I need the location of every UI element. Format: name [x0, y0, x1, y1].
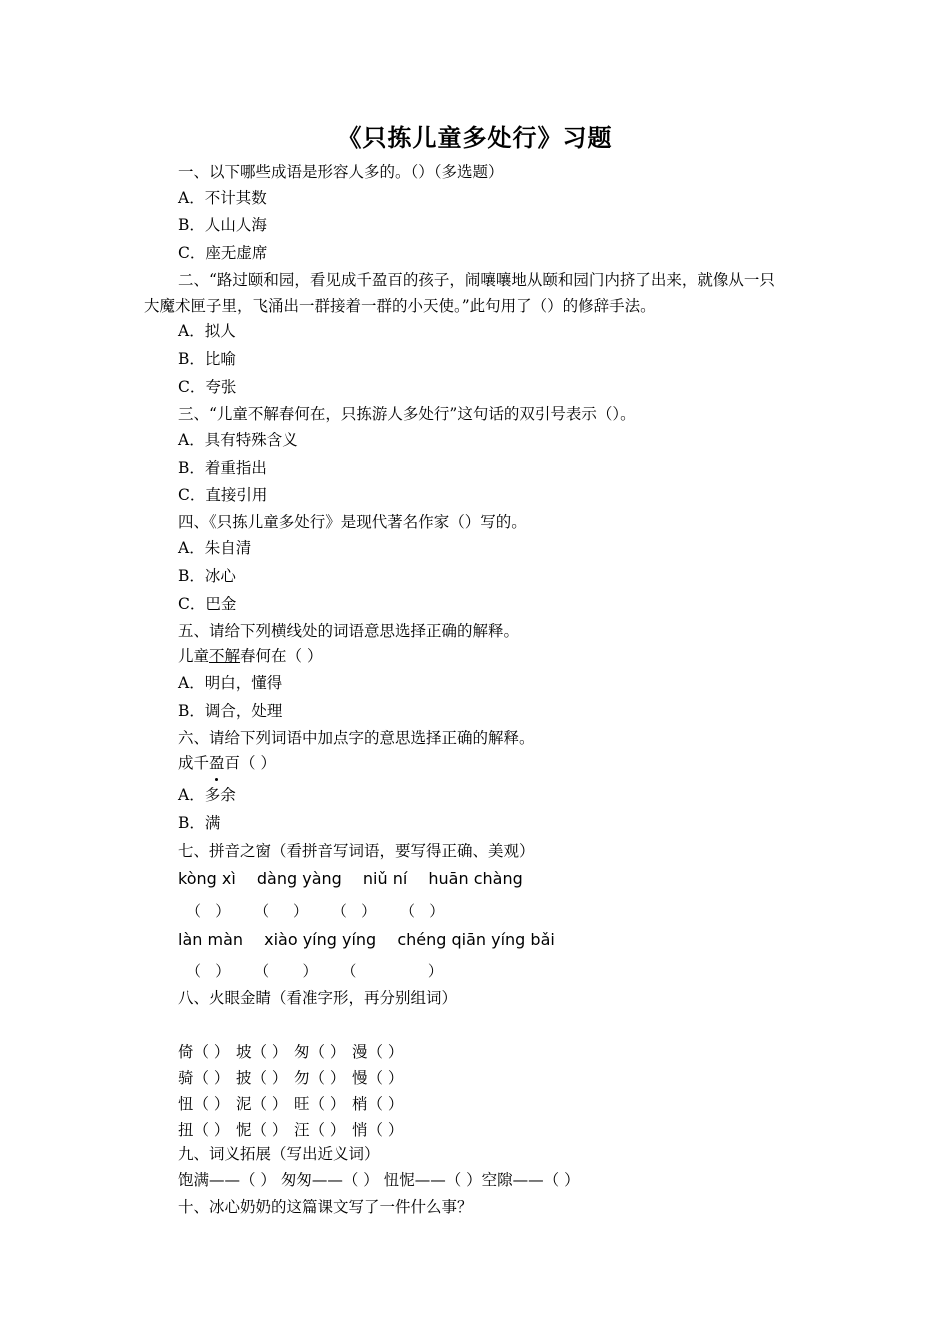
- char-item: 坡（ ）: [236, 1043, 288, 1061]
- char-item: 怩（ ）: [236, 1121, 288, 1139]
- q5-phrase: [178, 646, 322, 666]
- char-item: 扭（ ）: [178, 1121, 230, 1139]
- q6-phrase-pre: 成千: [178, 754, 210, 772]
- pinyin-item: kòng xì: [178, 869, 236, 888]
- q5-phrase-post: 春何在（ ）: [240, 647, 323, 665]
- char-item: 忸（ ）: [178, 1095, 230, 1113]
- q9-answer-line: 饱满——（ ） 匆匆——（ ） 忸怩——（ ）空隙——（ ）: [178, 1171, 580, 1189]
- char-row: [178, 1066, 410, 1092]
- q7-pinyin-row1: [178, 869, 539, 888]
- char-item: 梢（ ）: [352, 1095, 404, 1113]
- q3-option-b: B．着重指出: [178, 459, 267, 477]
- char-item: 泥（ ）: [236, 1095, 288, 1113]
- pinyin-item: niǔ ní: [362, 869, 408, 888]
- q1-option-b: B．人山人海: [178, 216, 267, 234]
- q1-option-a: A．不计其数: [178, 189, 267, 207]
- q3-option-a: A．具有特殊含义: [178, 431, 298, 449]
- char-row: [178, 1040, 410, 1066]
- char-item: 披（ ）: [236, 1069, 288, 1087]
- q2-option-c: C．夸张: [178, 378, 237, 396]
- q3-option-c: C．直接引用: [178, 486, 268, 504]
- q7-answer-parens-row2: （ ） （ ） （ ）: [186, 962, 443, 980]
- q3-stem: 三、“儿童不解春何在，只拣游人多处行”这句话的双引号表示（）。: [178, 405, 636, 423]
- q2-option-a: A．拟人: [178, 322, 236, 340]
- pinyin-item: làn màn: [178, 930, 244, 949]
- char-item: 倚（ ）: [178, 1043, 230, 1061]
- q4-option-c: C．巴金: [178, 595, 237, 613]
- char-item: 悄（ ）: [352, 1121, 404, 1139]
- char-row: [178, 1118, 410, 1144]
- q5-option-a: A．明白，懂得: [178, 674, 283, 692]
- pinyin-item: dàng yàng: [256, 869, 342, 888]
- pinyin-item: chéng qiān yíng bǎi: [397, 930, 555, 949]
- q6-stem: 六、请给下列词语中加点字的意思选择正确的解释。: [178, 729, 535, 747]
- pinyin-item: xiào yíng yíng: [264, 930, 377, 949]
- q5-option-b: B．调合，处理: [178, 702, 283, 720]
- q10-stem: 十、冰心奶奶的这篇课文写了一件什么事？: [178, 1198, 473, 1216]
- char-item: 旺（ ）: [294, 1095, 346, 1113]
- q6-option-b: B．满: [178, 814, 221, 832]
- q9-stem: 九、词义拓展（写出近义词）: [178, 1145, 380, 1163]
- q7-pinyin-row2: [178, 930, 571, 949]
- q4-option-a: A．朱自清: [178, 539, 252, 557]
- pinyin-item: huān chàng: [428, 869, 523, 888]
- q6-phrase: [178, 753, 276, 773]
- char-item: 漫（ ）: [352, 1043, 404, 1061]
- char-row: [178, 1092, 410, 1118]
- char-item: 慢（ ）: [352, 1069, 404, 1087]
- q7-answer-parens-row1: （ ） （ ） （ ） （ ）: [186, 902, 445, 920]
- q2-option-b: B．比喻: [178, 350, 236, 368]
- q8-char-grid: [178, 1040, 410, 1144]
- q5-underlined-word: 不解: [209, 647, 241, 665]
- q7-stem: 七、拼音之窗（看拼音写词语，要写得正确、美观）: [178, 842, 535, 860]
- q2-stem-line1: 二、“路过颐和园，看见成千盈百的孩子，闹嚷嚷地从颐和园门内挤了出来，就像从一只: [178, 271, 775, 289]
- q4-stem: 四、《只拣儿童多处行》是现代著名作家（）写的。: [178, 513, 527, 531]
- q5-phrase-pre: 儿童: [178, 647, 210, 665]
- q4-option-b: B．冰心: [178, 567, 236, 585]
- q6-phrase-post: 百（ ）: [224, 754, 276, 772]
- q6-dotted-char: 盈: [209, 754, 225, 772]
- q6-option-a: A．多余: [178, 786, 236, 804]
- q2-stem-line2: 大魔术匣子里，飞涌出一群接着一群的小天使。”此句用了（）的修辞手法。: [144, 297, 656, 315]
- q1-stem: 一、以下哪些成语是形容人多的。（）（多选题）: [178, 163, 504, 181]
- char-item: 骑（ ）: [178, 1069, 230, 1087]
- q5-stem: 五、请给下列横线处的词语意思选择正确的解释。: [178, 622, 520, 640]
- page-title: 《只拣儿童多处行》习题: [337, 123, 613, 152]
- q8-stem: 八、火眼金睛（看准字形，再分别组词）: [178, 989, 458, 1007]
- char-item: 汪（ ）: [294, 1121, 346, 1139]
- char-item: 勿（ ）: [294, 1069, 346, 1087]
- char-item: 匆（ ）: [294, 1043, 346, 1061]
- q1-option-c: C．座无虚席: [178, 244, 268, 262]
